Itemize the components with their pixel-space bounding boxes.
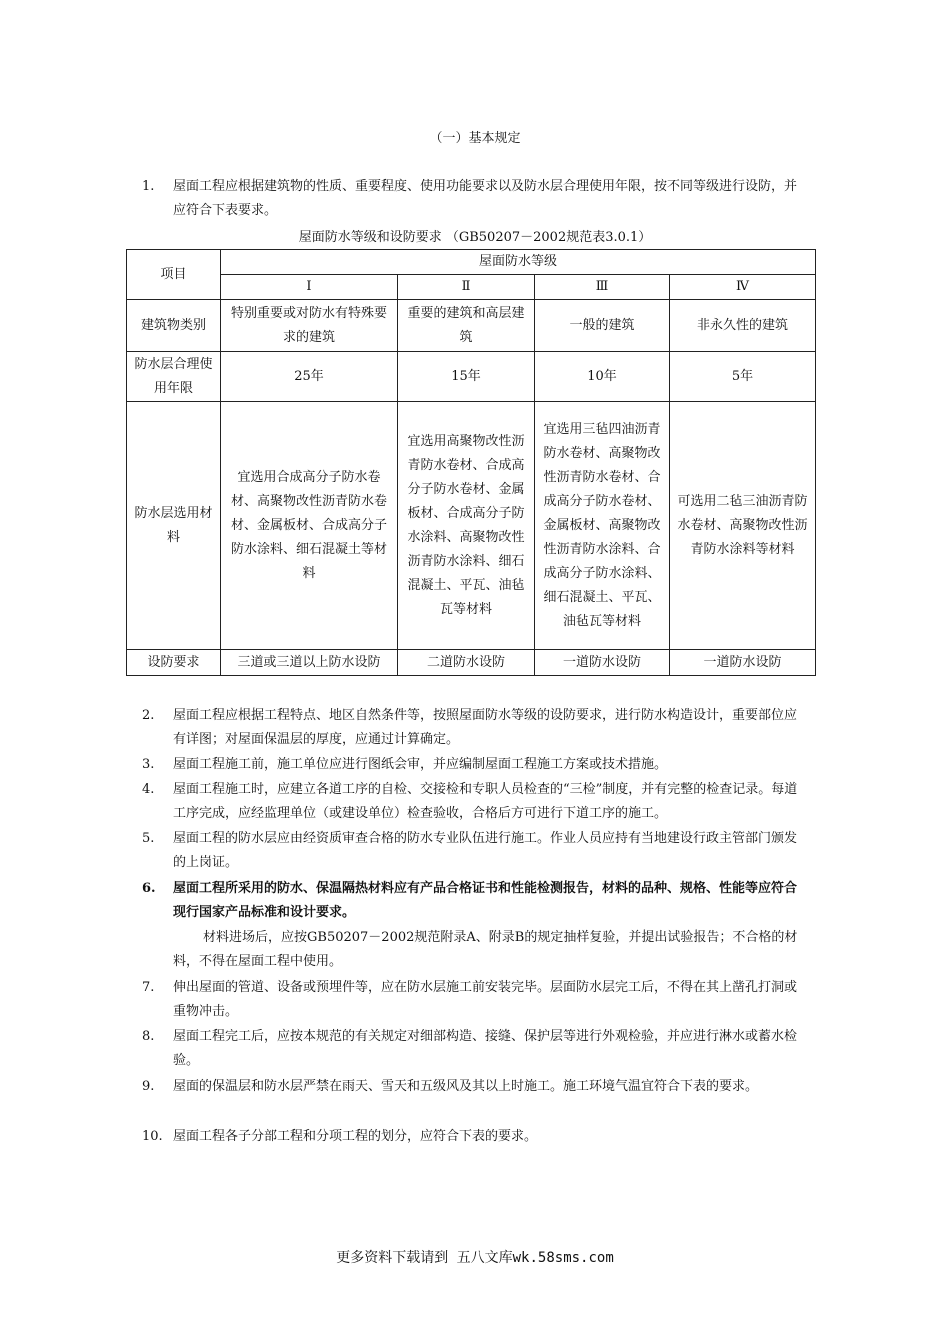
table-cell: 重要的建筑和高层建筑 — [398, 300, 535, 352]
item-number: 4. — [142, 782, 155, 797]
list-item — [142, 704, 802, 752]
table-cell: 宜选用合成高分子防水卷材、高聚物改性沥青防水卷材、金属板材、合成高分子防水涂料、细石混凝土等材料 — [221, 402, 398, 650]
grade-4: Ⅳ — [670, 275, 816, 300]
item-number: 3. — [142, 757, 155, 772]
item-number: 7. — [142, 980, 155, 995]
footer-download-link[interactable]: 更多资料下载请到 五八文库wk.58sms.com — [336, 1250, 614, 1266]
grade-3: Ⅲ — [535, 275, 670, 300]
item-number: 10. — [142, 1129, 163, 1144]
table-cell: 二道防水设防 — [398, 650, 535, 676]
table-cell: 特别重要或对防水有特殊要求的建筑 — [221, 300, 398, 352]
list-item — [142, 1025, 802, 1073]
list-item — [142, 827, 802, 875]
table-cell: 三道或三道以上防水设防 — [221, 650, 398, 676]
item-text: 屋面工程施工前，施工单位应进行图纸会审，并应编制屋面工程施工方案或技术措施。 — [173, 757, 668, 772]
header-item: 项目 — [127, 250, 221, 300]
item-number: 8. — [142, 1029, 155, 1044]
item-number: 6. — [142, 881, 156, 896]
list-item — [142, 1125, 802, 1149]
table-cell: 宜选用三毡四油沥青防水卷材、高聚物改性沥青防水卷材、合成高分子防水卷材、金属板材、高聚物改性沥青防水涂料、合成高分子防水涂料、细石混凝土、平瓦、油毡瓦等材料 — [535, 402, 670, 650]
item-text: 屋面工程应根据工程特点、地区自然条件等，按照屋面防水等级的设防要求，进行防水构造设计，重要部位应有详图；对屋面保温层的厚度，应通过计算确定。 — [173, 708, 798, 747]
row-label: 防水层选用材料 — [127, 402, 221, 650]
item-text: 伸出屋面的管道、设备或预埋件等，应在防水层施工前安装完毕。层面防水层完工后，不得在其上凿孔打洞或重物冲击。 — [173, 980, 798, 1019]
table-cell: 非永久性的建筑 — [670, 300, 816, 352]
section-title: （一）基本规定 — [429, 131, 521, 146]
grade-1: Ⅰ — [221, 275, 398, 300]
list-item — [142, 877, 802, 925]
row-label: 建筑物类别 — [127, 300, 221, 352]
waterproof-grade-table — [126, 249, 816, 676]
grade-2: Ⅱ — [398, 275, 535, 300]
list-item — [142, 1075, 802, 1099]
item-text: 屋面工程施工时，应建立各道工序的自检、交接检和专职人员检查的“三检”制度，并有完整的检查记录。每道工序完成，应经监理单位（或建设单位）检查验收，合格后方可进行下道工序的施工。 — [173, 782, 798, 821]
table-cell: 可选用二毡三油沥青防水卷材、高聚物改性沥青防水涂料等材料 — [670, 402, 816, 650]
item-number: 9. — [142, 1079, 155, 1094]
item-text: 屋面工程所采用的防水、保温隔热材料应有产品合格证书和性能检测报告，材料的品种、规格、性能等应符合现行国家产品标准和设计要求。 — [173, 881, 798, 920]
item-text: 屋面工程的防水层应由经资质审查合格的防水专业队伍进行施工。作业人员应持有当地建设行政主管部门颁发的上岗证。 — [173, 831, 798, 870]
table-cell: 15年 — [398, 352, 535, 402]
table-cell: 一道防水设防 — [670, 650, 816, 676]
list-item — [142, 753, 802, 777]
table-cell: 25年 — [221, 352, 398, 402]
row-label: 防水层合理使用年限 — [127, 352, 221, 402]
list-item — [142, 976, 802, 1024]
table-cell: 10年 — [535, 352, 670, 402]
table-cell: 一般的建筑 — [535, 300, 670, 352]
table-cell: 5年 — [670, 352, 816, 402]
item-number: 5. — [142, 831, 155, 846]
item-text: 屋面工程各子分部工程和分项工程的划分，应符合下表的要求。 — [173, 1129, 538, 1144]
item-text: 屋面工程应根据建筑物的性质、重要程度、使用功能要求以及防水层合理使用年限，按不同等级进行设防，并应符合下表要求。 — [173, 179, 798, 218]
table-caption: 屋面防水等级和设防要求 （GB50207－2002规范表3.0.1） — [298, 230, 652, 245]
table-cell: 一道防水设防 — [535, 650, 670, 676]
table-cell: 宜选用高聚物改性沥青防水卷材、合成高分子防水卷材、金属板材、合成高分子防水涂料、高聚物改性沥青防水涂料、细石混凝土、平瓦、油毡瓦等材料 — [398, 402, 535, 650]
item-text: 屋面的保温层和防水层严禁在雨天、雪天和五级风及其以上时施工。施工环境气温宜符合下表的要求。 — [173, 1079, 759, 1094]
item6-note: 材料进场后，应按GB50207－2002规范附录A、附录B的规定抽样复验，并提出试验报告；不合格的材料，不得在屋面工程中使用。 — [173, 930, 798, 969]
item-number: 1. — [142, 179, 155, 194]
item-number: 2. — [142, 708, 155, 723]
list-item — [142, 778, 802, 826]
header-grade-group: 屋面防水等级 — [221, 250, 816, 275]
row-label: 设防要求 — [127, 650, 221, 676]
item-text: 屋面工程完工后，应按本规范的有关规定对细部构造、接缝、保护层等进行外观检验，并应进行淋水或蓄水检验。 — [173, 1029, 798, 1068]
list-item — [142, 175, 802, 223]
